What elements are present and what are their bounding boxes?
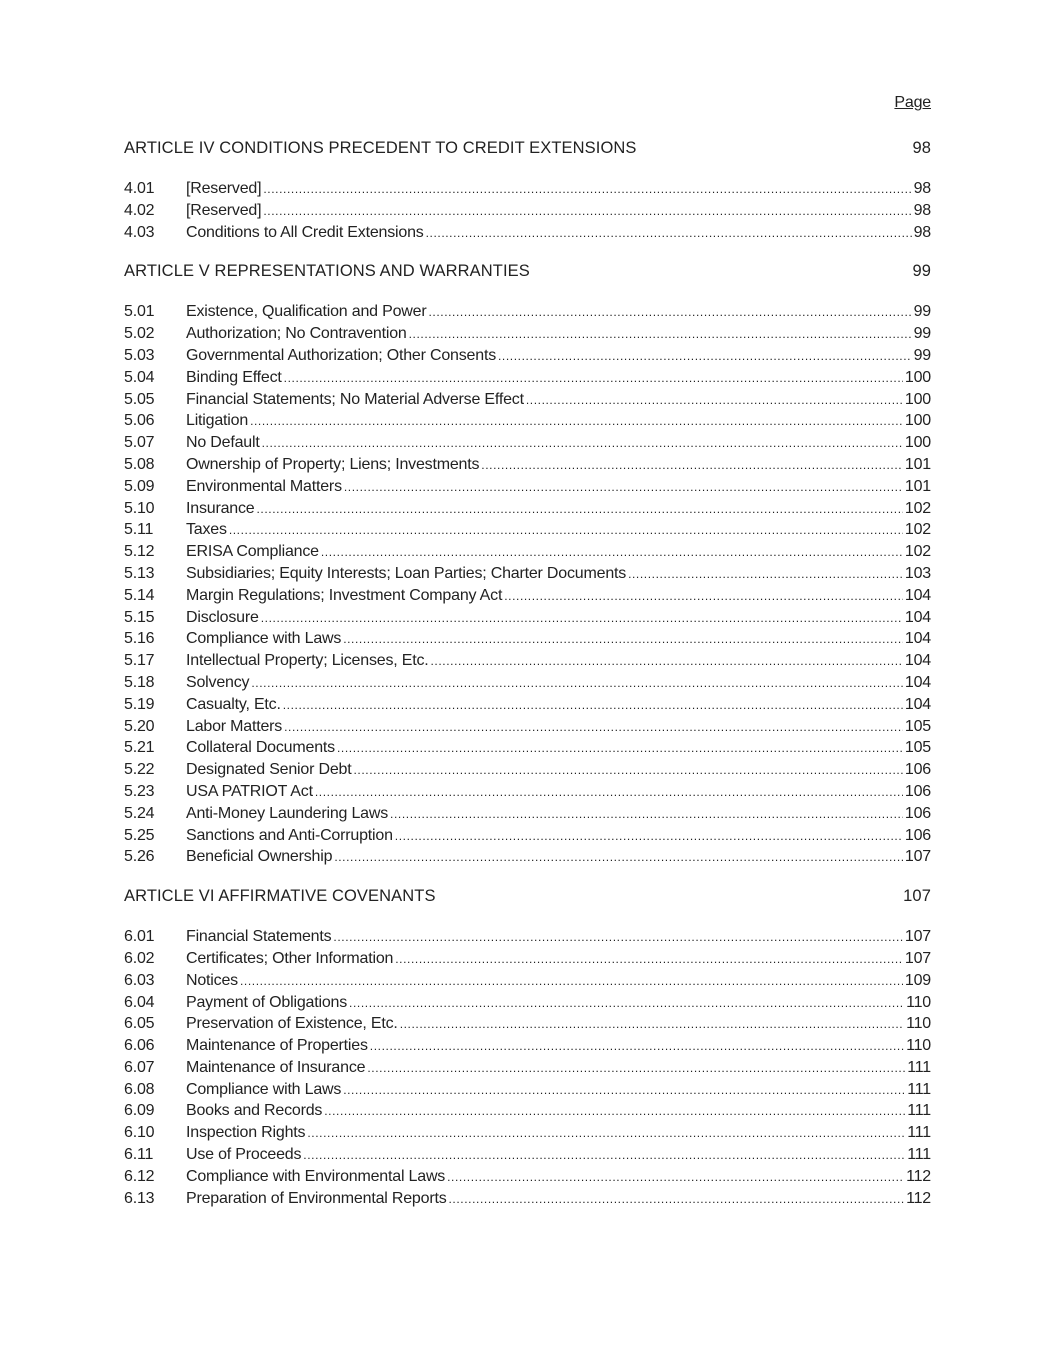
dot-leader bbox=[324, 1101, 905, 1123]
dot-leader bbox=[344, 477, 903, 499]
section-title: Maintenance of Properties bbox=[186, 1037, 368, 1055]
section-title: Inspection Rights bbox=[186, 1124, 306, 1142]
dot-leader bbox=[481, 455, 903, 477]
dot-leader bbox=[262, 433, 903, 455]
section-title: Taxes bbox=[186, 521, 227, 539]
section-page-number: 104 bbox=[904, 586, 931, 604]
section-title: Litigation bbox=[186, 412, 249, 430]
dot-leader bbox=[307, 1123, 905, 1145]
toc-entry[interactable] bbox=[124, 825, 931, 847]
toc-entry[interactable] bbox=[124, 585, 931, 607]
section-number: 4.01 bbox=[124, 180, 155, 197]
section-title: Binding Effect bbox=[186, 368, 282, 386]
toc-entry[interactable] bbox=[124, 1079, 931, 1101]
page-column-label: Page bbox=[894, 94, 931, 111]
dot-leader bbox=[426, 223, 912, 245]
section-number: 5.21 bbox=[124, 739, 155, 757]
toc-entry[interactable] bbox=[124, 672, 931, 694]
article-heading bbox=[124, 259, 931, 283]
section-number: 4.03 bbox=[124, 223, 155, 241]
section-page-number: 110 bbox=[906, 1015, 931, 1033]
section-number: 5.10 bbox=[124, 499, 155, 517]
article-title: ARTICLE VI AFFIRMATIVE COVENANTS bbox=[124, 887, 436, 906]
dot-leader bbox=[256, 499, 902, 521]
toc-entry[interactable] bbox=[124, 389, 931, 411]
section-number: 5.17 bbox=[124, 652, 155, 670]
section-title: Sanctions and Anti-Corruption bbox=[186, 826, 393, 844]
section-number: 5.23 bbox=[124, 782, 155, 800]
toc-entry[interactable] bbox=[124, 432, 931, 454]
section-page-number: 107 bbox=[904, 949, 931, 967]
section-title: Collateral Documents bbox=[186, 739, 335, 757]
section-number: 5.18 bbox=[124, 673, 155, 691]
dot-leader bbox=[400, 1014, 904, 1036]
section-number: 6.10 bbox=[124, 1124, 155, 1142]
section-number: 5.24 bbox=[124, 804, 155, 822]
section-number: 6.04 bbox=[124, 993, 155, 1011]
toc-entry[interactable] bbox=[124, 1122, 931, 1144]
section-title: [Reserved] bbox=[186, 180, 262, 197]
section-page-number: 106 bbox=[904, 761, 931, 779]
section-title: No Default bbox=[186, 434, 260, 452]
section-page-number: 102 bbox=[904, 521, 931, 539]
section-number: 6.01 bbox=[124, 928, 155, 946]
section-list bbox=[124, 926, 931, 1209]
dot-leader bbox=[284, 717, 903, 739]
section-list bbox=[124, 178, 931, 243]
section-number: 6.03 bbox=[124, 971, 155, 989]
section-page-number: 100 bbox=[904, 434, 931, 452]
section-title: Insurance bbox=[186, 499, 255, 517]
section-page-number: 111 bbox=[907, 1146, 931, 1164]
dot-leader bbox=[526, 390, 903, 412]
toc-entry[interactable] bbox=[124, 410, 931, 432]
toc-entry[interactable] bbox=[124, 992, 931, 1014]
toc-entry[interactable] bbox=[124, 607, 931, 629]
dot-leader bbox=[337, 738, 903, 760]
section-number: 5.13 bbox=[124, 564, 155, 582]
dot-leader bbox=[343, 1080, 905, 1102]
section-page-number: 107 bbox=[904, 848, 931, 866]
dot-leader bbox=[370, 1036, 904, 1058]
section-page-number: 100 bbox=[904, 368, 931, 386]
toc-entry[interactable] bbox=[124, 323, 931, 345]
section-title: Payment of Obligations bbox=[186, 993, 348, 1011]
section-page-number: 103 bbox=[904, 564, 931, 582]
section-page-number: 98 bbox=[913, 201, 931, 219]
section-number: 5.16 bbox=[124, 630, 155, 648]
section-number: 5.09 bbox=[124, 477, 155, 495]
toc-entry[interactable] bbox=[124, 200, 931, 222]
section-number: 5.25 bbox=[124, 826, 155, 844]
section-number: 5.22 bbox=[124, 761, 155, 779]
section-page-number: 110 bbox=[906, 1037, 931, 1055]
section-title: Intellectual Property; Licenses, Etc. bbox=[186, 652, 429, 670]
dot-leader bbox=[504, 586, 903, 608]
toc-entry[interactable] bbox=[124, 367, 931, 389]
article-title: ARTICLE V REPRESENTATIONS AND WARRANTIES bbox=[124, 262, 530, 281]
section-title: Authorization; No Contravention bbox=[186, 325, 407, 343]
section-title: Solvency bbox=[186, 673, 250, 691]
section-title: Labor Matters bbox=[186, 717, 283, 735]
dot-leader bbox=[261, 608, 903, 630]
toc-entry[interactable] bbox=[124, 970, 931, 992]
section-title: Preparation of Environmental Reports bbox=[186, 1189, 447, 1207]
toc-entry[interactable] bbox=[124, 926, 931, 948]
article-page-number: 107 bbox=[903, 887, 931, 906]
section-title: Books and Records bbox=[186, 1102, 323, 1120]
toc-entry[interactable] bbox=[124, 1013, 931, 1035]
section-title: Compliance with Laws bbox=[186, 1080, 342, 1098]
toc-entry[interactable] bbox=[124, 301, 931, 323]
section-number: 6.07 bbox=[124, 1058, 155, 1076]
section-page-number: 104 bbox=[904, 608, 931, 626]
section-page-number: 106 bbox=[904, 804, 931, 822]
section-page-number: 98 bbox=[913, 180, 931, 197]
section-page-number: 99 bbox=[913, 346, 931, 364]
toc-entry[interactable] bbox=[124, 563, 931, 585]
section-title: Margin Regulations; Investment Company Act bbox=[186, 586, 503, 604]
section-page-number: 109 bbox=[904, 971, 931, 989]
dot-leader bbox=[251, 673, 903, 695]
dot-leader bbox=[353, 760, 902, 782]
article-heading bbox=[124, 884, 931, 908]
toc-entry[interactable] bbox=[124, 846, 931, 868]
toc-entry[interactable] bbox=[124, 1057, 931, 1079]
dot-leader bbox=[447, 1167, 904, 1189]
section-title: Use of Proceeds bbox=[186, 1146, 302, 1164]
toc-entry[interactable] bbox=[124, 781, 931, 803]
dot-leader bbox=[334, 847, 903, 869]
toc-entry[interactable] bbox=[124, 345, 931, 367]
section-title: Conditions to All Credit Extensions bbox=[186, 223, 424, 241]
section-list bbox=[124, 301, 931, 868]
dot-leader bbox=[449, 1189, 905, 1211]
section-page-number: 102 bbox=[904, 543, 931, 561]
toc-entry[interactable] bbox=[124, 519, 931, 541]
dot-leader bbox=[333, 927, 902, 949]
dot-leader bbox=[283, 695, 903, 717]
section-number: 6.06 bbox=[124, 1037, 155, 1055]
section-title: Maintenance of Insurance bbox=[186, 1058, 366, 1076]
dot-leader bbox=[628, 564, 903, 586]
section-page-number: 111 bbox=[907, 1102, 931, 1120]
section-title: Anti-Money Laundering Laws bbox=[186, 804, 389, 822]
section-page-number: 100 bbox=[904, 412, 931, 430]
toc-entry[interactable] bbox=[124, 948, 931, 970]
section-number: 5.06 bbox=[124, 412, 155, 430]
toc-entry[interactable] bbox=[124, 737, 931, 759]
dot-leader bbox=[263, 179, 911, 201]
section-page-number: 104 bbox=[904, 652, 931, 670]
article-page-number: 98 bbox=[912, 139, 931, 157]
section-page-number: 106 bbox=[904, 782, 931, 800]
dot-leader bbox=[240, 971, 903, 993]
dot-leader bbox=[229, 520, 903, 542]
dot-leader bbox=[303, 1145, 905, 1167]
section-title: Environmental Matters bbox=[186, 477, 342, 495]
toc-entry[interactable] bbox=[124, 498, 931, 520]
toc-entry[interactable] bbox=[124, 541, 931, 563]
article-page-number: 99 bbox=[912, 262, 931, 281]
dot-leader bbox=[349, 993, 904, 1015]
section-title: Governmental Authorization; Other Consents bbox=[186, 346, 496, 364]
section-number: 5.01 bbox=[124, 303, 155, 321]
section-page-number: 102 bbox=[904, 499, 931, 517]
section-number: 5.11 bbox=[124, 521, 154, 539]
dot-leader bbox=[395, 949, 903, 971]
section-page-number: 111 bbox=[907, 1058, 931, 1076]
section-number: 5.14 bbox=[124, 586, 155, 604]
section-number: 6.09 bbox=[124, 1102, 155, 1120]
toc-entry[interactable] bbox=[124, 694, 931, 716]
dot-leader bbox=[263, 201, 911, 223]
toc-entry[interactable] bbox=[124, 803, 931, 825]
toc-entry[interactable] bbox=[124, 1035, 931, 1057]
toc-entry[interactable] bbox=[124, 1166, 931, 1188]
section-page-number: 111 bbox=[907, 1124, 931, 1142]
dot-leader bbox=[395, 826, 903, 848]
section-title: Disclosure bbox=[186, 608, 259, 626]
toc-entry[interactable] bbox=[124, 1144, 931, 1166]
section-number: 5.08 bbox=[124, 455, 155, 473]
toc-entry[interactable] bbox=[124, 222, 931, 244]
section-title: Certificates; Other Information bbox=[186, 949, 394, 967]
toc-entry[interactable] bbox=[124, 716, 931, 738]
article-title: ARTICLE IV CONDITIONS PRECEDENT TO CREDIT EXTENSIONS bbox=[124, 139, 637, 157]
toc-entry[interactable] bbox=[124, 650, 931, 672]
section-title: Beneficial Ownership bbox=[186, 848, 333, 866]
section-number: 5.04 bbox=[124, 368, 155, 386]
section-number: 5.07 bbox=[124, 434, 155, 452]
section-page-number: 112 bbox=[906, 1167, 931, 1185]
section-number: 6.11 bbox=[124, 1146, 154, 1164]
section-title: Financial Statements; No Material Adverse Effect bbox=[186, 390, 524, 408]
dot-leader bbox=[390, 804, 903, 826]
dot-leader bbox=[431, 651, 903, 673]
section-title: Notices bbox=[186, 971, 238, 989]
section-number: 5.26 bbox=[124, 848, 155, 866]
section-title: USA PATRIOT Act bbox=[186, 782, 313, 800]
section-page-number: 107 bbox=[904, 928, 931, 946]
section-title: ERISA Compliance bbox=[186, 543, 319, 561]
section-page-number: 105 bbox=[904, 739, 931, 757]
dot-leader bbox=[315, 782, 903, 804]
section-page-number: 106 bbox=[904, 826, 931, 844]
toc-entry[interactable] bbox=[124, 759, 931, 781]
section-title: Casualty, Etc. bbox=[186, 695, 281, 713]
section-title: Preservation of Existence, Etc. bbox=[186, 1015, 398, 1033]
section-number: 4.02 bbox=[124, 201, 155, 219]
section-title: Designated Senior Debt bbox=[186, 761, 352, 779]
section-title: Subsidiaries; Equity Interests; Loan Parties; Charter Documents bbox=[186, 564, 627, 582]
section-page-number: 111 bbox=[907, 1080, 931, 1098]
section-title: Existence, Qualification and Power bbox=[186, 303, 427, 321]
dot-leader bbox=[428, 302, 911, 324]
dot-leader bbox=[250, 411, 903, 433]
section-page-number: 101 bbox=[904, 477, 931, 495]
section-number: 6.08 bbox=[124, 1080, 155, 1098]
section-page-number: 105 bbox=[904, 717, 931, 735]
section-page-number: 99 bbox=[913, 303, 931, 321]
dot-leader bbox=[409, 324, 912, 346]
section-number: 5.20 bbox=[124, 717, 155, 735]
section-title: Financial Statements bbox=[186, 928, 332, 946]
section-number: 5.05 bbox=[124, 390, 155, 408]
dot-leader bbox=[284, 368, 903, 390]
section-page-number: 99 bbox=[913, 325, 931, 343]
section-title: [Reserved] bbox=[186, 201, 262, 219]
section-number: 6.12 bbox=[124, 1167, 155, 1185]
section-page-number: 110 bbox=[906, 993, 931, 1011]
dot-leader bbox=[321, 542, 903, 564]
article-heading bbox=[124, 136, 931, 160]
section-page-number: 98 bbox=[913, 223, 931, 241]
dot-leader bbox=[498, 346, 912, 368]
section-page-number: 100 bbox=[904, 390, 931, 408]
toc-entry[interactable] bbox=[124, 1100, 931, 1122]
section-page-number: 104 bbox=[904, 695, 931, 713]
section-number: 6.13 bbox=[124, 1189, 155, 1207]
dot-leader bbox=[367, 1058, 905, 1080]
dot-leader bbox=[343, 629, 903, 651]
section-page-number: 104 bbox=[904, 630, 931, 648]
toc-entry[interactable] bbox=[124, 1188, 931, 1210]
section-number: 6.05 bbox=[124, 1015, 155, 1033]
section-number: 5.03 bbox=[124, 346, 155, 364]
section-page-number: 101 bbox=[904, 455, 931, 473]
section-title: Compliance with Laws bbox=[186, 630, 342, 648]
section-number: 5.12 bbox=[124, 543, 155, 561]
toc-entry[interactable] bbox=[124, 178, 931, 200]
section-page-number: 104 bbox=[904, 673, 931, 691]
section-number: 5.19 bbox=[124, 695, 155, 713]
toc-entry[interactable] bbox=[124, 628, 931, 650]
section-number: 5.15 bbox=[124, 608, 155, 626]
section-number: 6.02 bbox=[124, 949, 155, 967]
section-title: Ownership of Property; Liens; Investments bbox=[186, 455, 480, 473]
section-number: 5.02 bbox=[124, 325, 155, 343]
table-of-contents bbox=[124, 136, 931, 1225]
section-title: Compliance with Environmental Laws bbox=[186, 1167, 446, 1185]
toc-entry[interactable] bbox=[124, 476, 931, 498]
toc-entry[interactable] bbox=[124, 454, 931, 476]
section-page-number: 112 bbox=[906, 1189, 931, 1207]
